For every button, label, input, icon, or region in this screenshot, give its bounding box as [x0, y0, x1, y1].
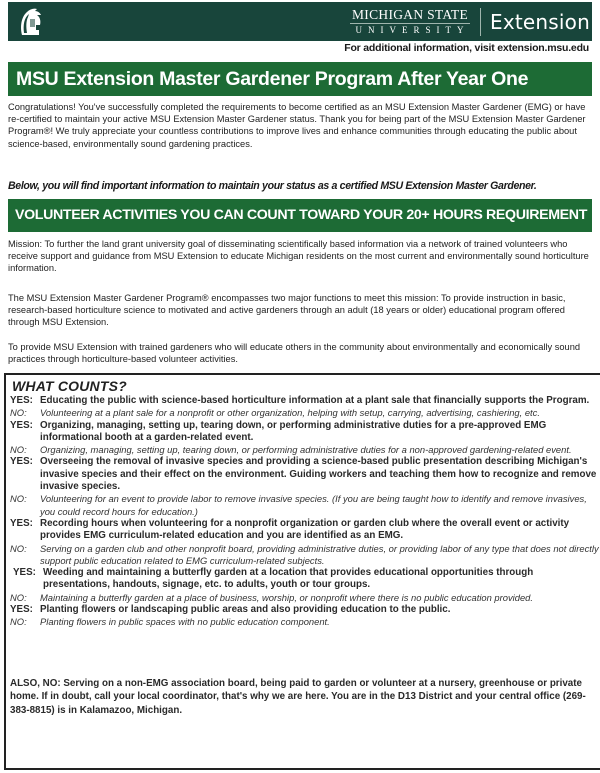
- no-tag: NO:: [10, 616, 27, 628]
- list-item-yes: [10, 456, 600, 493]
- wordmark-divider: [480, 8, 481, 36]
- yes-tag: YES:: [10, 517, 33, 529]
- list-item-no: [10, 543, 600, 568]
- also-no-paragraph: ALSO, NO: Serving on a non-EMG association board, being paid to garden or volunteer at a nursery, greenhouse or private home. If in doubt, call your local coordinator, that's why we are here. You are in the D13 District and your central office (269-383-8815) is in Kalamazoo, Michigan.: [10, 678, 586, 716]
- item-text: Educating the public with science-based horticulture information at a plant sale that financially supports the Program.: [40, 395, 590, 406]
- list-item-no: [10, 592, 600, 604]
- item-text: Volunteering for an event to provide labor to remove invasive species. (If you are being taught how to identify and remove invasives, you could record hours for education.): [40, 493, 587, 517]
- status-note: Below, you will find important information to maintain your status as a certified MSU Extension Master Gardener.: [8, 180, 537, 192]
- yes-tag: YES:: [10, 395, 33, 406]
- no-tag: NO:: [10, 542, 27, 554]
- wordmark-bottom: UNIVERSITY: [355, 25, 470, 35]
- more-info-link: For additional information, visit extension.msu.edu: [344, 42, 589, 54]
- msu-wordmark: [350, 7, 470, 37]
- list-item-no: [10, 493, 600, 518]
- list-item-yes: [10, 518, 600, 543]
- item-text: Maintaining a butterfly garden at a place of business, worship, or nonprofit where there is no public education provided.: [40, 591, 534, 603]
- list-item-yes: [10, 567, 600, 592]
- item-text: Serving on a garden club and other nonprofit board, providing administrative duties, or providing labor of any type that does not directly support public education related to EMG curriculum-related subjects.: [40, 542, 599, 566]
- what-counts-box: [4, 373, 600, 770]
- extension-label: Extension: [490, 10, 590, 34]
- no-tag: NO:: [10, 493, 27, 505]
- item-text: Planting flowers in public spaces with no public education component.: [40, 616, 330, 628]
- list-item-no: [10, 616, 600, 628]
- item-text: Planting flowers or landscaping public areas and also providing education to the public.: [40, 604, 451, 616]
- msu-extension-header: [8, 2, 592, 41]
- item-text: Weeding and maintaining a butterfly garden at a location that provides educational opportunities through presentations, handouts, signage, etc. to adults, youth or tour groups.: [43, 567, 534, 591]
- spartan-helmet-icon: [18, 5, 44, 39]
- item-text: Volunteering at a plant sale for a nonprofit or other organization, helping with setup, carrying, advertising, cashiering, etc.: [40, 407, 540, 419]
- list-item-no: [10, 444, 600, 456]
- list-item-yes: [10, 420, 600, 445]
- yes-tag: YES:: [10, 456, 33, 468]
- no-tag: NO:: [10, 591, 27, 603]
- item-text: Organizing, managing, setting up, tearing down, or performing administrative duties for a pre-approved EMG informational booth at a garden-related event.: [40, 419, 547, 443]
- yes-tag: YES:: [10, 604, 33, 616]
- list-item-yes: [10, 395, 600, 407]
- item-text: Organizing, managing, setting up, tearing down, or performing administrative duties for a non-approved gardening-related event.: [40, 444, 572, 456]
- item-text: Recording hours when volunteering for a nonprofit organization or garden club where the overall event or activity provides EMG curriculum-related education and you are identified as an EMG.: [40, 517, 570, 542]
- yes-tag: YES:: [13, 567, 36, 579]
- no-tag: NO:: [10, 407, 27, 419]
- no-tag: NO:: [10, 444, 27, 456]
- wordmark-top: MICHIGAN STATE: [352, 7, 468, 22]
- intro-paragraph: Congratulations! You've successfully completed the requirements to become certified as an MSU Extension Master Gardener (EMG) or have re-certified to maintain your active MSU Extension Master Gardener status. Thank you for being part of the MSU Extension Master Gardener Program®! We truly appreciate your countless contributions to improve lives and enhance communities through educating the public about science-based, environmentally sound gardening practices.: [8, 102, 586, 149]
- what-counts-title: WHAT COUNTS?: [12, 378, 127, 394]
- page-title: MSU Extension Master Gardener Program After Year One: [8, 62, 592, 96]
- functions-paragraph: The MSU Extension Master Gardener Program® encompasses two major functions to meet this mission: To provide instruction in basic, research-based horticulture science to motivated and active gardeners through an adult (18 years or older) educational program offered through MSU Extension.: [8, 293, 566, 328]
- what-counts-list: [10, 395, 600, 629]
- mission-paragraph: Mission: To further the land grant university goal of disseminating scientifically based information via a network of trained volunteers who receive support and guidance from MSU Extension to educate Michigan residents on the most current and environmentally sound horticulture information.: [8, 239, 589, 274]
- section-heading: VOLUNTEER ACTIVITIES YOU CAN COUNT TOWARD YOUR 20+ HOURS REQUIREMENT: [8, 199, 592, 232]
- list-item-no: [10, 407, 600, 419]
- provide-paragraph: To provide MSU Extension with trained gardeners who will educate others in the community about environmentally and economically sound practices through horticulture-based volunteer activities.: [8, 342, 581, 365]
- list-item-yes: [10, 604, 600, 616]
- yes-tag: YES:: [10, 419, 33, 431]
- item-text: Overseeing the removal of invasive species and providing a science-based public presentation describing Michigan's invasive species and their effect on the environment. Guiding workers and teaching them how to recognize and remove invasive species.: [40, 456, 597, 493]
